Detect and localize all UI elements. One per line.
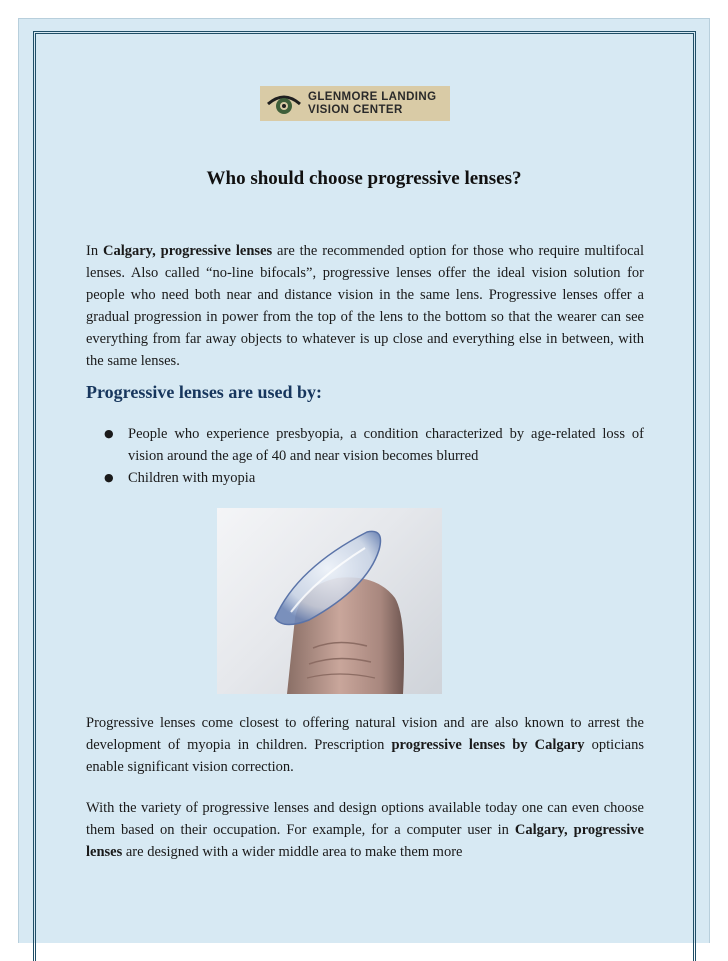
bullet-icon: ● xyxy=(104,471,114,484)
finger-with-lens-image xyxy=(217,508,442,694)
body-paragraph-2 xyxy=(86,712,644,778)
contact-lens-photo xyxy=(217,508,442,694)
list-item xyxy=(100,467,644,489)
para3-text-1: With the variety of progressive lenses and design options available today one can even choose them based on their occupation. For example, for a computer user in xyxy=(86,800,644,838)
list-item xyxy=(100,423,644,467)
para3-text-2: are designed with a wider middle area to make them more xyxy=(122,844,463,860)
page-title: Who should choose progressive lenses? xyxy=(206,168,522,189)
bullet-icon: ● xyxy=(104,427,114,440)
eye-logo-icon xyxy=(266,90,302,118)
para2-text-2: opticians enable significant vision correction. xyxy=(86,737,644,775)
users-list xyxy=(100,423,644,489)
intro-keyword: Calgary, progressive lenses xyxy=(102,243,273,259)
para2-text-1: Progressive lenses come closest to offering natural vision and are also known to arrest the development of myopia in children. Prescription xyxy=(86,715,644,753)
section-heading: Progressive lenses are used by: xyxy=(86,382,322,402)
para3-keyword: Calgary, progressive lenses xyxy=(86,822,644,860)
logo-line-1: GLENMORE LANDING xyxy=(308,90,437,103)
intro-text-2: are the recommended option for those who require multifocal lenses. Also called “no-line bifocals”, progressive lenses offer the ideal vision solution for people who need both near and distance vision in the same lens. Progressive lenses offer a gradual progression in power from the top of the lens to the bottom so that the wearer can see everything from far away objects to whatever is up close and everything else in between, with the same lenses. xyxy=(86,243,644,369)
intro-text-1: In xyxy=(86,243,103,259)
logo-wordmark xyxy=(308,91,436,117)
intro-paragraph xyxy=(86,240,644,372)
company-logo xyxy=(260,86,450,121)
list-item-text: People who experience presbyopia, a condition characterized by age-related loss of vision around the age of 40 and near vision becomes blurred xyxy=(128,426,644,464)
logo-line-2: VISION CENTER xyxy=(308,103,403,116)
para2-keyword: progressive lenses by Calgary xyxy=(391,737,585,753)
body-paragraph-3 xyxy=(86,797,644,863)
list-item-text: Children with myopia xyxy=(128,470,256,486)
